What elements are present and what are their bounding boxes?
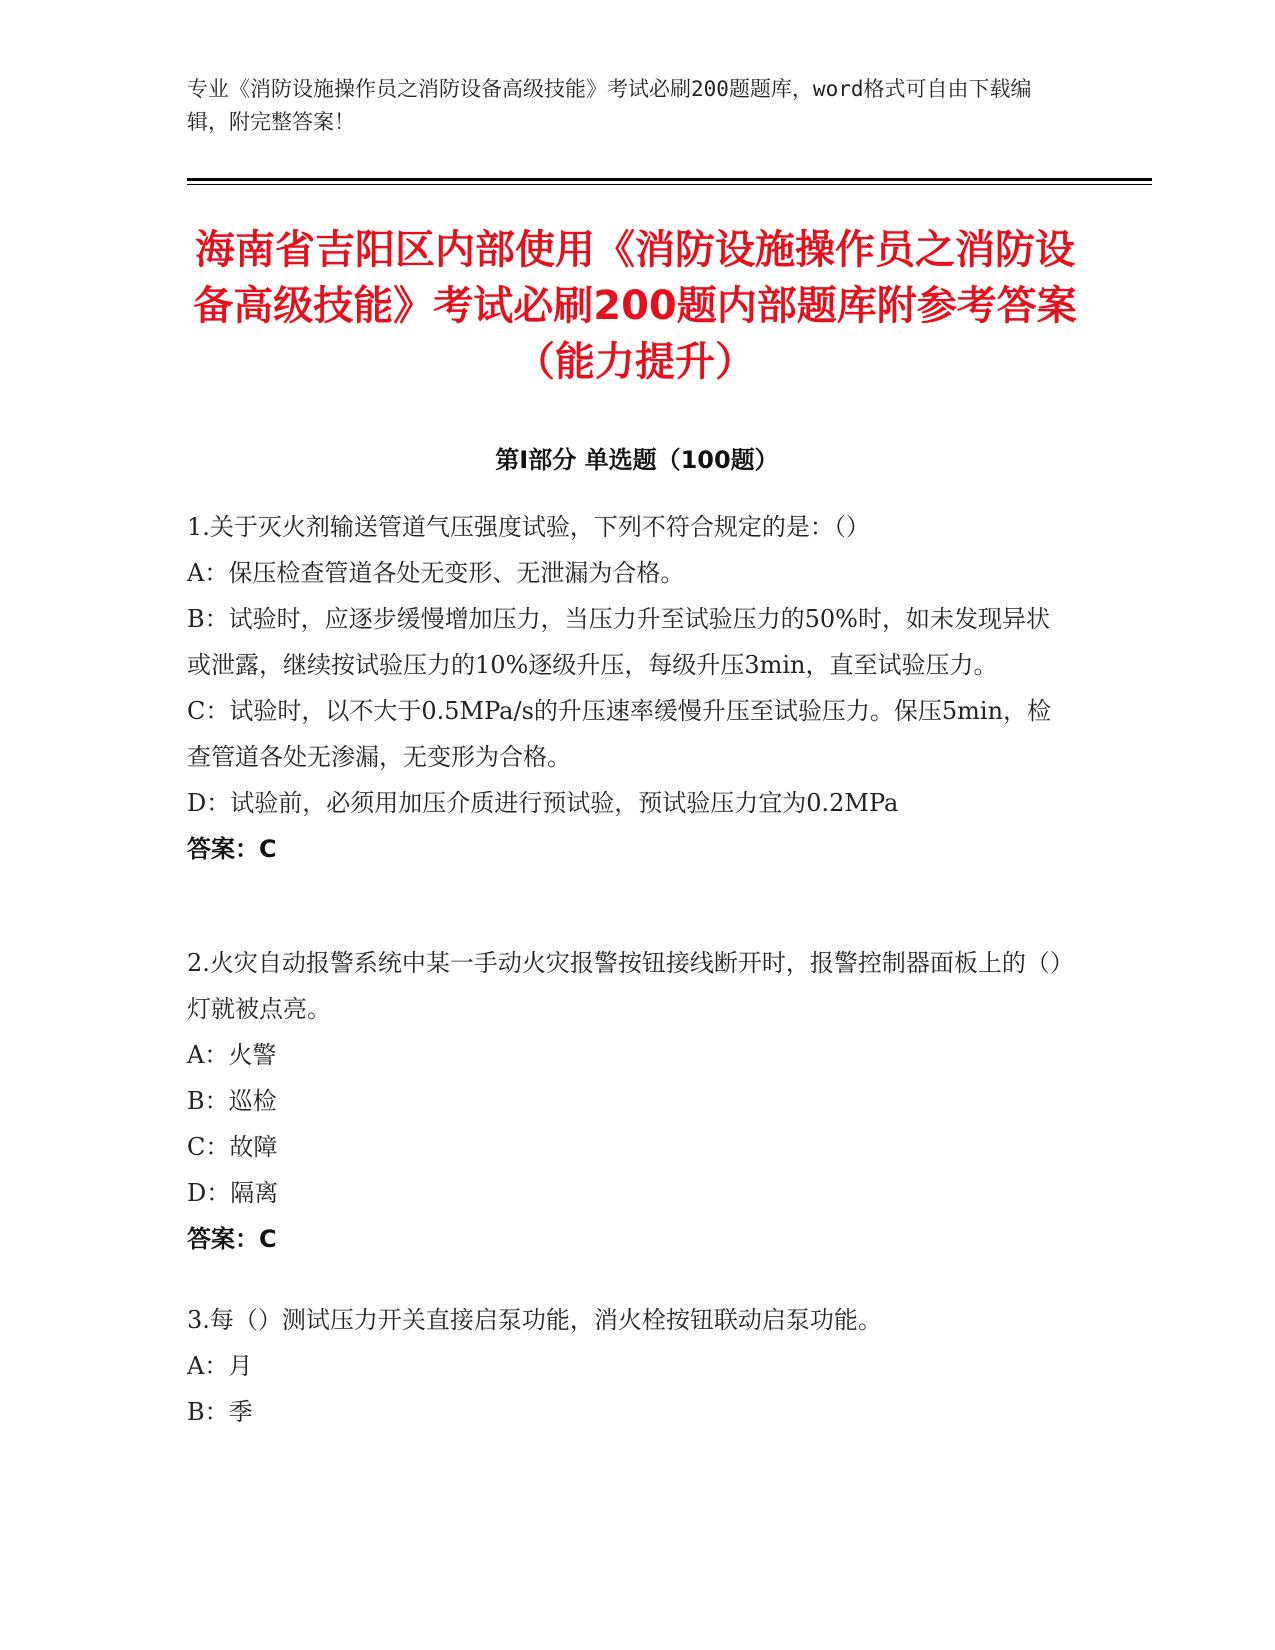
option-a: A：保压检查管道各处无变形、无泄漏为合格。 [187, 559, 685, 587]
option-d: D：试验前，必须用加压介质进行预试验，预试验压力宜为0.2MPa [187, 789, 899, 817]
option-c: C：故障 [187, 1133, 278, 1161]
header-divider-thin [187, 184, 1152, 185]
question-3 [187, 1297, 1067, 1435]
question-stem: 1.关于灭火剂输送管道气压强度试验，下列不符合规定的是：（） [187, 513, 870, 541]
document-title: 海南省吉阳区内部使用《消防设施操作员之消防设备高级技能》考试必刷200题内部题库附参考答案（能力提升） [193, 227, 1077, 385]
option-c: C：试验时，以不大于0.5MPa/s的升压速率缓慢升压至试验压力。保压5min，检查管道各处无渗漏，无变形为合格。 [187, 697, 1052, 771]
question-stem: 2.火灾自动报警系统中某一手动火灾报警按钮接线断开时，报警控制器面板上的（）灯就被点亮。 [187, 949, 1062, 1023]
option-a: A：火警 [187, 1041, 277, 1069]
header-note: 专业《消防设施操作员之消防设备高级技能》考试必刷200题题库，word格式可自由下载编辑，附完整答案！ [187, 77, 1032, 134]
answer: 答案：C [187, 835, 277, 863]
question-stem: 3.每（）测试压力开关直接启泵功能，消火栓按钮联动启泵功能。 [187, 1306, 882, 1334]
option-b: B：季 [187, 1398, 253, 1426]
question-2 [187, 940, 1067, 1262]
option-d: D：隔离 [187, 1179, 279, 1207]
section-heading: 第Ⅰ部分 单选题（100题） [495, 446, 779, 474]
answer: 答案：C [187, 1225, 277, 1253]
question-1 [187, 504, 1067, 872]
option-a: A：月 [187, 1352, 253, 1380]
option-b: B：巡检 [187, 1087, 277, 1115]
header-divider-thick [187, 178, 1152, 181]
option-b: B：试验时，应逐步缓慢增加压力，当压力升至试验压力的50%时，如未发现异状或泄露，继续按试验压力的10%逐级升压，每级升压3min，直至试验压力。 [187, 605, 1050, 679]
